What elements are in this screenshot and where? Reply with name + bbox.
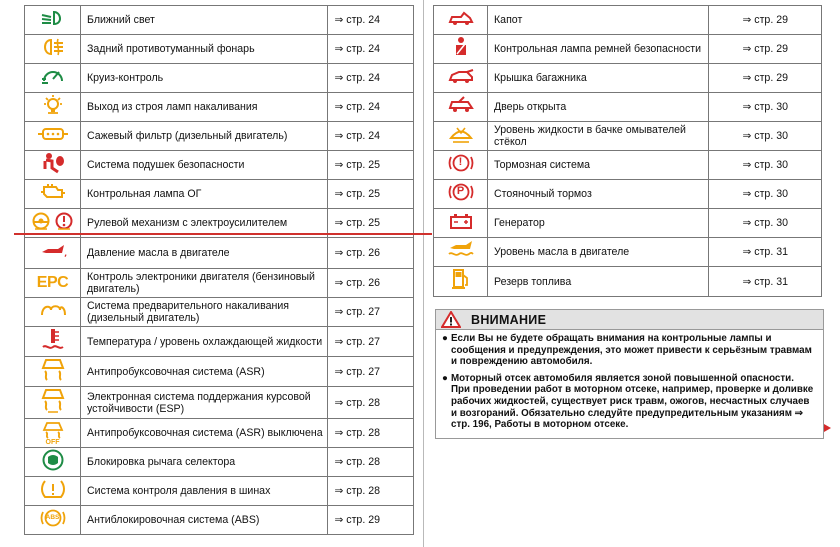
indicator-description: Дверь открыта [488,93,709,122]
highlight-underline [14,233,432,235]
indicator-row [25,93,414,122]
indicator-description: Контрольная лампа ремней безопасности [488,35,709,64]
page-reference: ⇒ стр. 28 [328,419,414,448]
indicator-row [25,6,414,35]
indicator-description: Контрольная лампа ОГ [81,180,328,209]
warning-body [436,330,823,431]
engine-check-icon [39,183,67,201]
indicator-icon-cell [25,477,81,506]
page-reference: ⇒ стр. 24 [328,6,414,35]
indicator-description: Стояночный тормоз [488,180,709,209]
indicator-row [25,151,414,180]
indicator-description: Капот [488,6,709,35]
indicator-description: Рулевой механизм с электроусилителем [81,209,328,238]
indicator-icon-cell [25,6,81,35]
indicator-icon-cell [434,122,488,151]
indicator-description: Электронная система поддержания курсовой устойчивости (ESP) [81,387,328,419]
door-open-icon [447,96,475,114]
page-reference: ⇒ стр. 30 [709,209,822,238]
left-indicator-table [24,5,414,535]
page-reference: ⇒ стр. 30 [709,122,822,151]
page-reference: ⇒ стр. 24 [328,64,414,93]
indicator-icon-cell [25,327,81,357]
indicator-row [434,180,822,209]
abs-label: ABS [45,513,60,521]
warning-item [442,333,815,368]
indicator-row [434,267,822,297]
page-reference: ⇒ стр. 24 [328,35,414,64]
indicator-icon-cell [434,93,488,122]
epc-icon [37,274,68,292]
indicator-description: Система предварительного накаливания (дизельный двигатель) [81,298,328,327]
indicator-description: Уровень масла в двигателе [488,238,709,267]
glow-plug-icon [39,302,67,318]
indicator-icon-cell [25,448,81,477]
page-reference: ⇒ стр. 29 [709,64,822,93]
bullet: ● [442,372,448,384]
selector-lock-icon [41,449,65,471]
coolant-temp-icon [40,327,66,351]
warning-box [435,309,824,439]
indicator-description: Уровень жидкости в бачке омывателей стёкол [488,122,709,151]
warning-text: Если Вы не будете обращать внимания на контрольные лампы и сообщения и предупреждения, это может привести к серьёзным травмам и повреждению автомобиля. [451,333,812,368]
oil-pressure-icon [38,243,68,259]
page-reference: ⇒ стр. 30 [709,180,822,209]
brake-glyph: ! [458,155,463,168]
tire-pressure-icon [40,478,66,500]
indicator-icon-cell [25,419,81,448]
particulate-filter-icon [37,126,69,142]
indicator-description: Система контроля давления в шинах [81,477,328,506]
oil-level-icon [446,240,476,260]
indicator-icon-cell [434,6,488,35]
page-reference: ⇒ стр. 29 [709,35,822,64]
indicator-row [25,327,414,357]
indicator-row [434,6,822,35]
page-reference: ⇒ стр. 25 [328,209,414,238]
indicator-description: Круиз-контроль [81,64,328,93]
indicator-row [25,357,414,387]
rear-fog-lamp-icon [40,37,66,57]
esp-icon [40,387,66,413]
hood-icon [447,10,475,26]
indicator-row [25,238,414,269]
battery-icon [448,212,474,230]
indicator-description: Выход из строя ламп накаливания [81,93,328,122]
indicator-icon-cell [25,122,81,151]
indicator-description: Давление масла в двигателе [81,238,328,269]
page-reference: ⇒ стр. 26 [328,238,414,269]
traction-control-icon [40,357,66,381]
indicator-icon-cell [25,180,81,209]
indicator-description: Антипробуксовочная система (ASR) выключена [81,419,328,448]
page-reference: ⇒ стр. 27 [328,298,414,327]
epc-label: EPC [36,274,69,291]
warning-item [442,373,815,431]
parking-glyph: P [456,184,465,197]
page-reference: ⇒ стр. 29 [709,6,822,35]
indicator-row [25,419,414,448]
page-reference: ⇒ стр. 28 [328,448,414,477]
indicator-description: Генератор [488,209,709,238]
trunk-icon [447,68,475,84]
indicator-description: Ближний свет [81,6,328,35]
indicator-row [434,64,822,93]
indicator-description: Температура / уровень охлаждающей жидкости [81,327,328,357]
indicator-icon-cell [25,506,81,535]
page-reference: ⇒ стр. 28 [328,387,414,419]
indicator-row [25,298,414,327]
indicator-row [25,448,414,477]
indicator-icon-cell [434,180,488,209]
indicator-description: Контроль электроники двигателя (бензиновый двигатель) [81,269,328,298]
indicator-icon-cell [25,151,81,180]
indicator-row [434,209,822,238]
indicator-description: Система подушек безопасности [81,151,328,180]
asr-off-icon [42,421,64,446]
indicator-row [25,506,414,535]
indicator-row [25,122,414,151]
brake-system-icon [448,153,474,173]
indicator-description: Сажевый фильтр (дизельный двигатель) [81,122,328,151]
bulb-failure-icon [40,94,66,116]
page-reference: ⇒ стр. 27 [328,357,414,387]
seatbelt-icon [450,36,472,58]
indicator-row [434,93,822,122]
indicator-description: Антипробуксовочная система (ASR) [81,357,328,387]
page-reference: ⇒ стр. 24 [328,93,414,122]
indicator-icon-cell [25,269,81,298]
abs-icon [40,508,66,528]
indicator-row [25,180,414,209]
continue-arrow-icon [824,424,831,432]
fuel-reserve-icon [451,267,471,291]
indicator-icon-cell [25,387,81,419]
indicator-icon-cell [434,151,488,180]
indicator-icon-cell [25,35,81,64]
cruise-control-icon [40,66,66,86]
indicator-row [25,35,414,64]
indicator-row [434,35,822,64]
warning-title: ВНИМАНИЕ [471,312,547,327]
indicator-row [434,151,822,180]
page-reference: ⇒ стр. 29 [328,506,414,535]
indicator-icon-cell [25,238,81,269]
right-indicator-table [433,5,822,297]
indicator-description: Тормозная система [488,151,709,180]
airbag-icon [40,152,66,174]
page-reference: ⇒ стр. 30 [709,93,822,122]
warning-header [436,310,823,330]
indicator-icon-cell [25,357,81,387]
page-reference: ⇒ стр. 24 [328,122,414,151]
indicator-row [25,387,414,419]
indicator-icon-cell [25,298,81,327]
page-reference: ⇒ стр. 25 [328,180,414,209]
indicator-description: Крышка багажника [488,64,709,93]
indicator-row [25,477,414,506]
indicator-icon-cell [25,93,81,122]
page-reference: ⇒ стр. 25 [328,151,414,180]
indicator-row [434,238,822,267]
indicator-icon-cell [434,238,488,267]
indicator-row [25,64,414,93]
off-label: OFF [45,438,60,446]
page-reference: ⇒ стр. 26 [328,269,414,298]
column-divider [423,0,424,547]
power-steering-icon [31,211,75,231]
page-reference: ⇒ стр. 31 [709,238,822,267]
indicator-row [25,269,414,298]
indicator-description: Антиблокировочная система (ABS) [81,506,328,535]
warning-text: Моторный отсек автомобиля является зоной повышенной опасности. При проведении работ в моторном отсеке, например, проверке и доливке рабочих жидкостей, существует риск травм, ожогов, несчастных случаев и возгораний. Обязательно следуйте предупредительным указаниям ⇒ стр. 196, Работы в моторном отсеке. [451,372,814,431]
indicator-icon-cell [434,209,488,238]
indicator-icon-cell [25,64,81,93]
parking-brake-icon [448,182,474,202]
indicator-description: Резерв топлива [488,267,709,297]
indicator-row [434,122,822,151]
indicator-icon-cell [434,64,488,93]
low-beam-icon [39,9,67,27]
indicator-icon-cell [434,35,488,64]
bullet: ● [442,333,448,344]
indicator-description: Блокировка рычага селектора [81,448,328,477]
page-reference: ⇒ стр. 27 [328,327,414,357]
page-reference: ⇒ стр. 28 [328,477,414,506]
page-reference: ⇒ стр. 30 [709,151,822,180]
indicator-description: Задний противотуманный фонарь [81,35,328,64]
indicator-icon-cell [434,267,488,297]
warning-triangle-icon [441,311,461,328]
page-reference: ⇒ стр. 31 [709,267,822,297]
washer-fluid-icon [448,124,474,144]
